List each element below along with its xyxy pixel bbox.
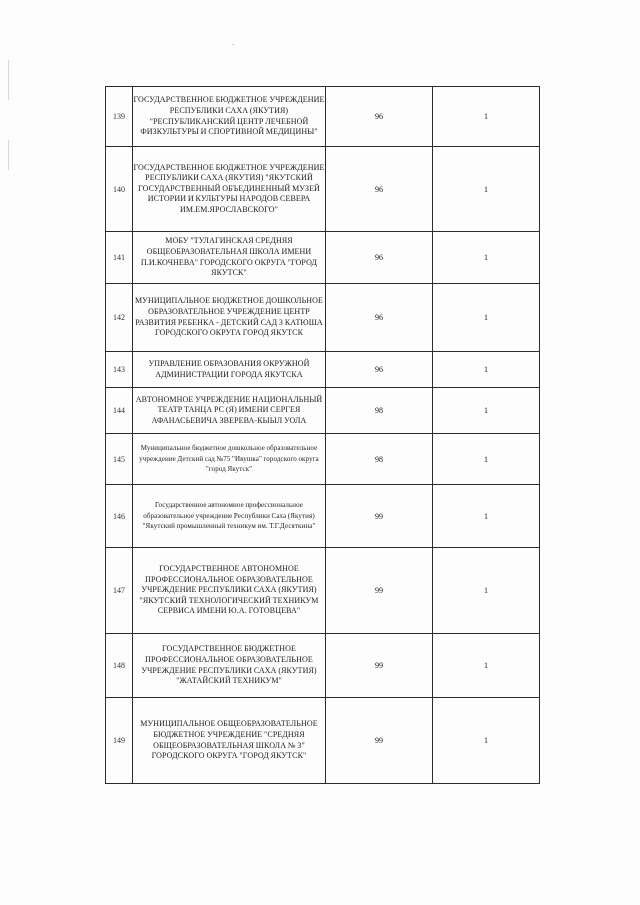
count-value: 1 <box>433 352 540 388</box>
row-number: 144 <box>106 388 133 434</box>
count-value: 1 <box>433 485 540 548</box>
score-value: 96 <box>326 232 433 284</box>
table-row <box>106 485 540 548</box>
score-value: 98 <box>326 434 433 485</box>
table-row <box>106 388 540 434</box>
organization-name: Государственное автономное профессиональное образовательное учреждение Республики Саха (Якутия) "Якутский промышленный техникум им. Т.Г.Десяткина" <box>133 485 326 548</box>
organization-name: МУНИЦИПАЛЬНОЕ ОБЩЕОБРАЗОВАТЕЛЬНОЕ БЮДЖЕТНОЕ УЧРЕЖДЕНИЕ "СРЕДНЯЯ ОБЩЕОБРАЗОВАТЕЛЬНАЯ ШКОЛА № 3" ГОРОДСКОГО ОКРУГА "ГОРОД ЯКУТСК" <box>133 698 326 784</box>
row-number: 142 <box>106 284 133 352</box>
score-value: 98 <box>326 388 433 434</box>
table-row <box>106 434 540 485</box>
count-value: 1 <box>433 147 540 232</box>
table-row <box>106 698 540 784</box>
count-value: 1 <box>433 698 540 784</box>
row-number: 143 <box>106 352 133 388</box>
organization-name: УПРАВЛЕНИЕ ОБРАЗОВАНИЯ ОКРУЖНОЙ АДМИНИСТРАЦИИ ГОРОДА ЯКУТСКА <box>133 352 326 388</box>
scan-artifact <box>8 60 9 100</box>
organization-name: ГОСУДАРСТВЕННОЕ БЮДЖЕТНОЕ УЧРЕЖДЕНИЕ РЕСПУБЛИКИ САХА (ЯКУТИЯ) "ЯКУТСКИЙ ГОСУДАРСТВЕННЫЙ ОБЪЕДИНЕННЫЙ МУЗЕЙ ИСТОРИИ И КУЛЬТУРЫ НАРОДОВ СЕВЕРА ИМ.ЕМ.ЯРОСЛАВСКОГО" <box>133 147 326 232</box>
table-row <box>106 548 540 634</box>
score-value: 99 <box>326 548 433 634</box>
registry-table <box>105 86 540 784</box>
table-row <box>106 352 540 388</box>
organization-name: ГОСУДАРСТВЕННОЕ БЮДЖЕТНОЕ УЧРЕЖДЕНИЕ РЕСПУБЛИКИ САХА (ЯКУТИЯ) "РЕСПУБЛИКАНСКИЙ ЦЕНТР ЛЕЧЕБНОЙ ФИЗКУЛЬТУРЫ И СПОРТИВНОЙ МЕДИЦИНЫ" <box>133 87 326 147</box>
organization-name: МУНИЦИПАЛЬНОЕ БЮДЖЕТНОЕ ДОШКОЛЬНОЕ ОБРАЗОВАТЕЛЬНОЕ УЧРЕЖДЕНИЕ ЦЕНТР РАЗВИТИЯ РЕБЕНКА - ДЕТСКИЙ САД 3 КАТЮША ГОРОДСКОГО ОКРУГА ГОРОД ЯКУТСК <box>133 284 326 352</box>
count-value: 1 <box>433 87 540 147</box>
score-value: 96 <box>326 284 433 352</box>
table-row <box>106 634 540 698</box>
row-number: 147 <box>106 548 133 634</box>
table-row <box>106 284 540 352</box>
score-value: 96 <box>326 87 433 147</box>
row-number: 148 <box>106 634 133 698</box>
row-number: 139 <box>106 87 133 147</box>
scan-artifact <box>8 140 9 170</box>
count-value: 1 <box>433 284 540 352</box>
row-number: 141 <box>106 232 133 284</box>
table-row <box>106 87 540 147</box>
table-row <box>106 232 540 284</box>
scan-artifact <box>232 44 234 45</box>
organization-name: Муниципальное бюджетное дошкольное образовательное учреждение Детский сад №75 "Ивушка" городского округа "город Якутск" <box>133 434 326 485</box>
row-number: 145 <box>106 434 133 485</box>
registry-table-body <box>106 87 540 784</box>
row-number: 146 <box>106 485 133 548</box>
score-value: 99 <box>326 698 433 784</box>
count-value: 1 <box>433 232 540 284</box>
count-value: 1 <box>433 634 540 698</box>
score-value: 99 <box>326 485 433 548</box>
organization-name: МОБУ "ТУЛАГИНСКАЯ СРЕДНЯЯ ОБЩЕОБРАЗОВАТЕЛЬНАЯ ШКОЛА ИМЕНИ П.И.КОЧНЕВА" ГОРОДСКОГО ОКРУГА "ГОРОД ЯКУТСК" <box>133 232 326 284</box>
count-value: 1 <box>433 548 540 634</box>
count-value: 1 <box>433 388 540 434</box>
organization-name: ГОСУДАРСТВЕННОЕ АВТОНОМНОЕ ПРОФЕССИОНАЛЬНОЕ ОБРАЗОВАТЕЛЬНОЕ УЧРЕЖДЕНИЕ РЕСПУБЛИКИ САХА (ЯКУТИЯ) "ЯКУТСКИЙ ТЕХНОЛОГИЧЕСКИЙ ТЕХНИКУМ СЕРВИСА ИМЕНИ Ю.А. ГОТОВЦЕВА" <box>133 548 326 634</box>
organization-name: ГОСУДАРСТВЕННОЕ БЮДЖЕТНОЕ ПРОФЕССИОНАЛЬНОЕ ОБРАЗОВАТЕЛЬНОЕ УЧРЕЖДЕНИЕ РЕСПУБЛИКИ САХА (ЯКУТИЯ) "ЖАТАЙСКИЙ ТЕХНИКУМ" <box>133 634 326 698</box>
score-value: 96 <box>326 352 433 388</box>
count-value: 1 <box>433 434 540 485</box>
score-value: 96 <box>326 147 433 232</box>
table-row <box>106 147 540 232</box>
organization-name: АВТОНОМНОЕ УЧРЕЖДЕНИЕ НАЦИОНАЛЬНЫЙ ТЕАТР ТАНЦА РС (Я) ИМЕНИ СЕРГЕЯ АФАНАСЬЕВИЧА ЗВЕРЕВА-КЫЫЛ УОЛА <box>133 388 326 434</box>
row-number: 140 <box>106 147 133 232</box>
score-value: 99 <box>326 634 433 698</box>
row-number: 149 <box>106 698 133 784</box>
